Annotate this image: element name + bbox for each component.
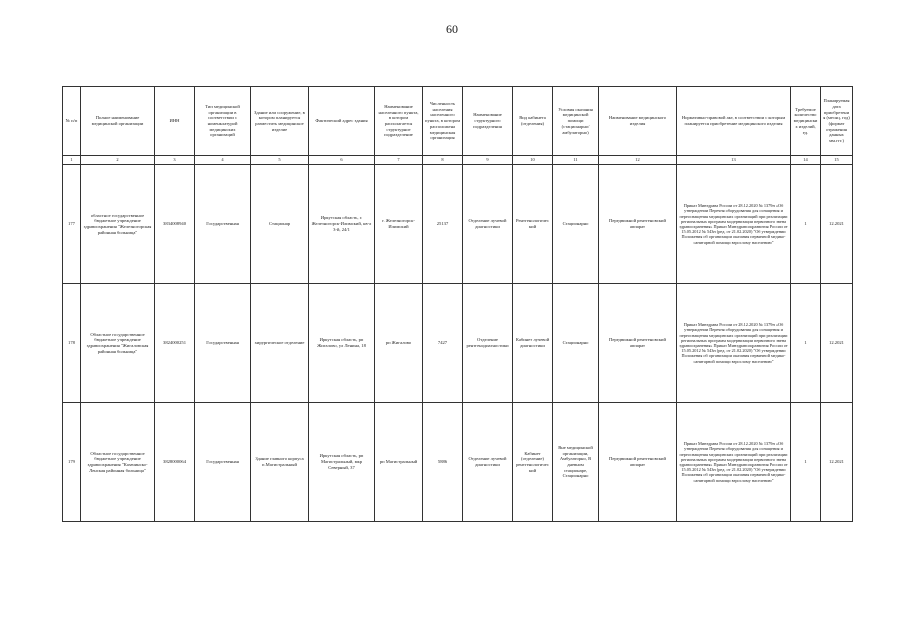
column-number: 6 — [309, 156, 375, 165]
column-number: 4 — [195, 156, 251, 165]
planned-date: 12.2021 — [821, 403, 853, 522]
header-cell: Требуемое количество медицинских изделий, ед. — [791, 87, 821, 156]
organization-type: Государственная — [195, 165, 251, 284]
planned-date: 12.2021 — [821, 284, 853, 403]
column-number: 3 — [155, 156, 195, 165]
population: 5886 — [423, 403, 463, 522]
header-cell: Наименование населенного пункта, в котором располагается структурное подразделение — [375, 87, 423, 156]
header-cell: № п/п — [63, 87, 81, 156]
care-conditions: Стационарно — [553, 165, 599, 284]
column-number: 15 — [821, 156, 853, 165]
device-name: Передвижной рентгеновский аппарат — [599, 165, 677, 284]
care-conditions: Стационарно — [553, 284, 599, 403]
header-cell: Тип медицинской организации в соответствии с номенклатурой медицинских организаций — [195, 87, 251, 156]
quantity: 1 — [791, 403, 821, 522]
building: хирургическое отделение — [251, 284, 309, 403]
settlement: г. Железногорск-Илимский — [375, 165, 423, 284]
column-number: 9 — [463, 156, 513, 165]
header-cell: Вид кабинета (отделения) — [513, 87, 553, 156]
address: Иркутская область, рп Магистральный, мкр Северный, 37 — [309, 403, 375, 522]
settlement: рп Жигалово — [375, 284, 423, 403]
row-number: 178 — [63, 284, 81, 403]
inn: 3824000251 — [155, 284, 195, 403]
structural-unit: Отделение лучевой диагностики — [463, 403, 513, 522]
header-cell: Здание или сооружение, в котором планируется разместить медицинское изделие — [251, 87, 309, 156]
column-number: 5 — [251, 156, 309, 165]
care-conditions: Вне медицинской организации, Амбулаторно, В дневном стационаре, Стационарно — [553, 403, 599, 522]
column-number: 2 — [81, 156, 155, 165]
quantity: 1 — [791, 284, 821, 403]
cabinet-type: Кабинет (отделение) рентгенологический — [513, 403, 553, 522]
address: Иркутская область, рп Жигалово, ул Ленина, 18 — [309, 284, 375, 403]
device-name: Передвижной рентгеновский аппарат — [599, 284, 677, 403]
cabinet-type: Рентгенологический — [513, 165, 553, 284]
structural-unit: Отделение рентгенодиагностики — [463, 284, 513, 403]
header-cell: Наименование структурного подразделения — [463, 87, 513, 156]
header-cell: Наименование медицинского изделия — [599, 87, 677, 156]
organization-name: областное государственное бюджетное учреждение здравоохранения "Железногорская районная больница" — [81, 165, 155, 284]
quantity: 1 — [791, 165, 821, 284]
legal-act: Приказ Минздрава России от 28.12.2020 № 1379н «Об утверждении Перечня оборудования для оснащения и переоснащения медицинских организаций при реализации региональных программ модернизации первичного звена здравоохранения» Приказ Минздравсоцразвития России от 15.05.2012 № 543н (ред. от 21.02.2020) "Об утверждении Положения об организации оказания первичной медико-санитарной помощи взрослому населению" — [677, 403, 791, 522]
equipment-registry-table — [62, 86, 853, 522]
organization-name: Областное государственное бюджетное учреждение здравоохранения "Жигаловская районная больница" — [81, 284, 155, 403]
building: Стационар — [251, 165, 309, 284]
building: Здание главного корпуса п.Магистральный — [251, 403, 309, 522]
population: 7427 — [423, 284, 463, 403]
cabinet-type: Кабинет лучевой диагностики — [513, 284, 553, 403]
header-cell: ИНН — [155, 87, 195, 156]
column-number: 8 — [423, 156, 463, 165]
table-row — [63, 284, 853, 403]
column-number: 13 — [677, 156, 791, 165]
column-number: 10 — [513, 156, 553, 165]
column-number: 12 — [599, 156, 677, 165]
header-cell: Нормативно-правовой акт, в соответствии с которым планируется приобретение медицинского изделия — [677, 87, 791, 156]
legal-act: Приказ Минздрава России от 28.12.2020 № 1379н «Об утверждении Перечня оборудования для оснащения и переоснащения медицинских организаций при реализации региональных программ модернизации первичного звена здравоохранения» Приказ Минздравсоцразвития России от 15.05.2012 № 543н (ред. от 21.02.2020) "Об утверждении Положения об организации оказания первичной медико-санитарной помощи взрослому населению" — [677, 165, 791, 284]
row-number: 179 — [63, 403, 81, 522]
column-number: 7 — [375, 156, 423, 165]
legal-act: Приказ Минздрава России от 28.12.2020 № 1379н «Об утверждении Перечня оборудования для оснащения и переоснащения медицинских организаций при реализации региональных программ модернизации первичного звена здравоохранения» Приказ Минздравсоцразвития России от 15.05.2012 № 543н (ред. от 21.02.2020) "Об утверждении Положения об организации оказания первичной медико-санитарной помощи взрослому населению" — [677, 284, 791, 403]
organization-type: Государственная — [195, 403, 251, 522]
organization-name: Областное государственное бюджетное учреждение здравоохранения "Казачинско-Ленская районная больница" — [81, 403, 155, 522]
device-name: Передвижной рентгеновский аппарат — [599, 403, 677, 522]
table-row — [63, 403, 853, 522]
settlement: рп Магистральный — [375, 403, 423, 522]
header-cell: Фактический адрес здания — [309, 87, 375, 156]
column-number: 11 — [553, 156, 599, 165]
population: 25137 — [423, 165, 463, 284]
header-row — [63, 87, 853, 156]
organization-type: Государственная — [195, 284, 251, 403]
column-number: 1 — [63, 156, 81, 165]
address: Иркутская область, г. Железногорск-Илимский, кв-л 3-й, 24/1 — [309, 165, 375, 284]
planned-date: 12.2021 — [821, 165, 853, 284]
table-row — [63, 165, 853, 284]
header-cell: Численность населения населенного пункта, в котором расположена медицинская организация — [423, 87, 463, 156]
header-cell: Полное наименование медицинской организации — [81, 87, 155, 156]
header-cell: Планируемая дата приобретения (месяц, год) (формат отражения данных мм.ггг.) — [821, 87, 853, 156]
structural-unit: Отделение лучевой диагностики — [463, 165, 513, 284]
inn: 3834008940 — [155, 165, 195, 284]
inn: 3828000064 — [155, 403, 195, 522]
row-number: 177 — [63, 165, 81, 284]
column-number: 14 — [791, 156, 821, 165]
page-number: 60 — [446, 22, 458, 36]
header-cell: Условия оказания медицинской помощи (стационарно/амбулаторно) — [553, 87, 599, 156]
column-number-row — [63, 156, 853, 165]
